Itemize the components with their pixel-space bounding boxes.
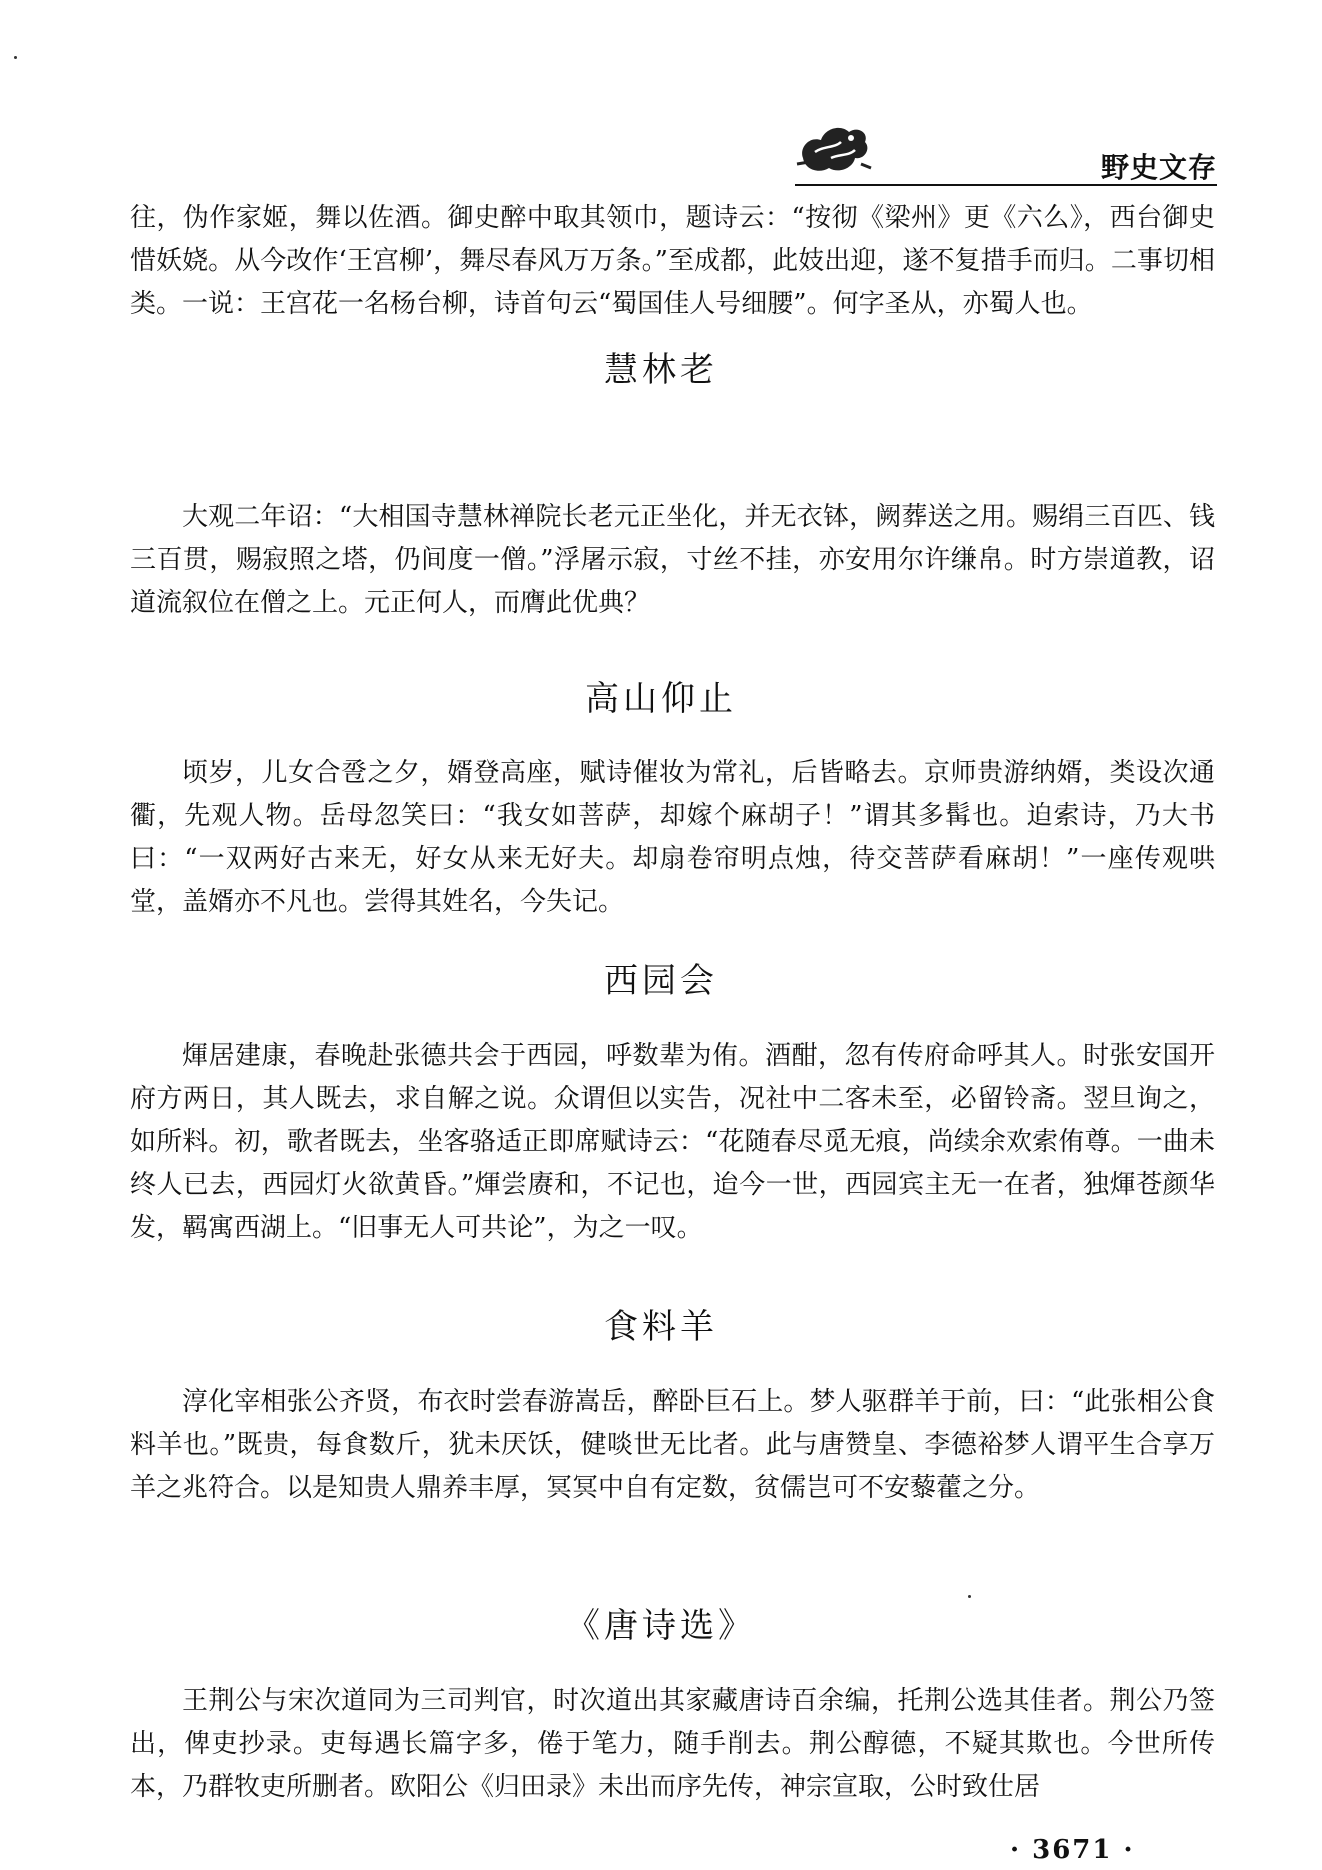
section-heading-tangshixuan: 《唐诗选》: [566, 1606, 756, 1646]
dragon-emblem-icon: [795, 118, 873, 180]
section-paragraph-shiliaoyang: 淳化宰相张公齐贤，布衣时尝春游嵩岳，醉卧巨石上。梦人驱群羊于前，曰：“此张相公食料羊也。”既贵，每食数斤，犹未厌饫，健啖世无比者。此与唐赞皇、李德裕梦人谓平生合享万羊之兆符合。以是知贵人鼎养丰厚，冥冥中自有定数，贫儒岂可不安藜藿之分。: [130, 1387, 1215, 1503]
running-header-title: 野史文存: [1100, 151, 1217, 184]
header-rule: [795, 184, 1217, 186]
section-heading-xiyuanhui: 西园会: [604, 961, 718, 1001]
section-heading-huilinlao: 慧林老: [604, 350, 718, 390]
section-heading-gaoshanyangzhi: 高山仰止: [585, 679, 737, 719]
section-paragraph-tangshixuan: 王荆公与宋次道同为三司判官，时次道出其家藏唐诗百余编，托荆公选其佳者。荆公乃签出，俾吏抄录。吏每遇长篇字多，倦于笔力，随手削去。荆公醇德，不疑其欺也。今世所传本，乃群牧吏所删者。欧阳公《归田录》未出而序先传，神宗宣取，公时致仕居: [130, 1686, 1215, 1802]
section-paragraph-xiyuanhui: 煇居建康，春晚赴张德共会于西园，呼数辈为侑。酒酣，忽有传府命呼其人。时张安国开府方两日，其人既去，求自解之说。众谓但以实告，况社中二客未至，必留铃斋。翌旦询之，如所料。初，歌者既去，坐客骆适正即席赋诗云：“花随春尽觅无痕，尚续余欢索侑尊。一曲未终人已去，西园灯火欲黄昏。”煇尝赓和，不记也，迨今一世，西园宾主无一在者，独煇苍颜华发，羁寓西湖上。“旧事无人可共论”，为之一叹。: [130, 1041, 1215, 1243]
page-number: · 3671 ·: [1010, 1835, 1135, 1865]
continued-paragraph: 往，伪作家姬，舞以佐酒。御史醉中取其领巾，题诗云：“按彻《梁州》更《六么》，西台御史惜妖娆。从今改作‘王宫柳’，舞尽春风万万条。”至成都，此妓出迎，遂不复措手而归。二事切相类。一说：王宫花一名杨台柳，诗首句云“蜀国佳人号细腰”。何字圣从，亦蜀人也。: [130, 203, 1215, 319]
scan-speck: [14, 56, 17, 59]
section-paragraph-huilinlao: 大观二年诏：“大相国寺慧林禅院长老元正坐化，并无衣钵，阙葬送之用。赐绢三百匹、钱三百贯，赐寂照之塔，仍间度一僧。”浮屠示寂，寸丝不挂，亦安用尔许缣帛。时方崇道教，诏道流叙位在僧之上。元正何人，而膺此优典？: [130, 502, 1215, 618]
section-heading-shiliaoyang: 食料羊: [604, 1307, 718, 1347]
scan-speck: [968, 1595, 971, 1598]
section-paragraph-gaoshanyangzhi: 顷岁，儿女合卺之夕，婿登高座，赋诗催妆为常礼，后皆略去。京师贵游纳婿，类设次通衢，先观人物。岳母忽笑曰：“我女如菩萨，却嫁个麻胡子！”谓其多髯也。迫索诗，乃大书曰：“一双两好古来无，好女从来无好夫。却扇卷帘明点烛，待交菩萨看麻胡！”一座传观哄堂，盖婿亦不凡也。尝得其姓名，今失记。: [130, 758, 1215, 917]
